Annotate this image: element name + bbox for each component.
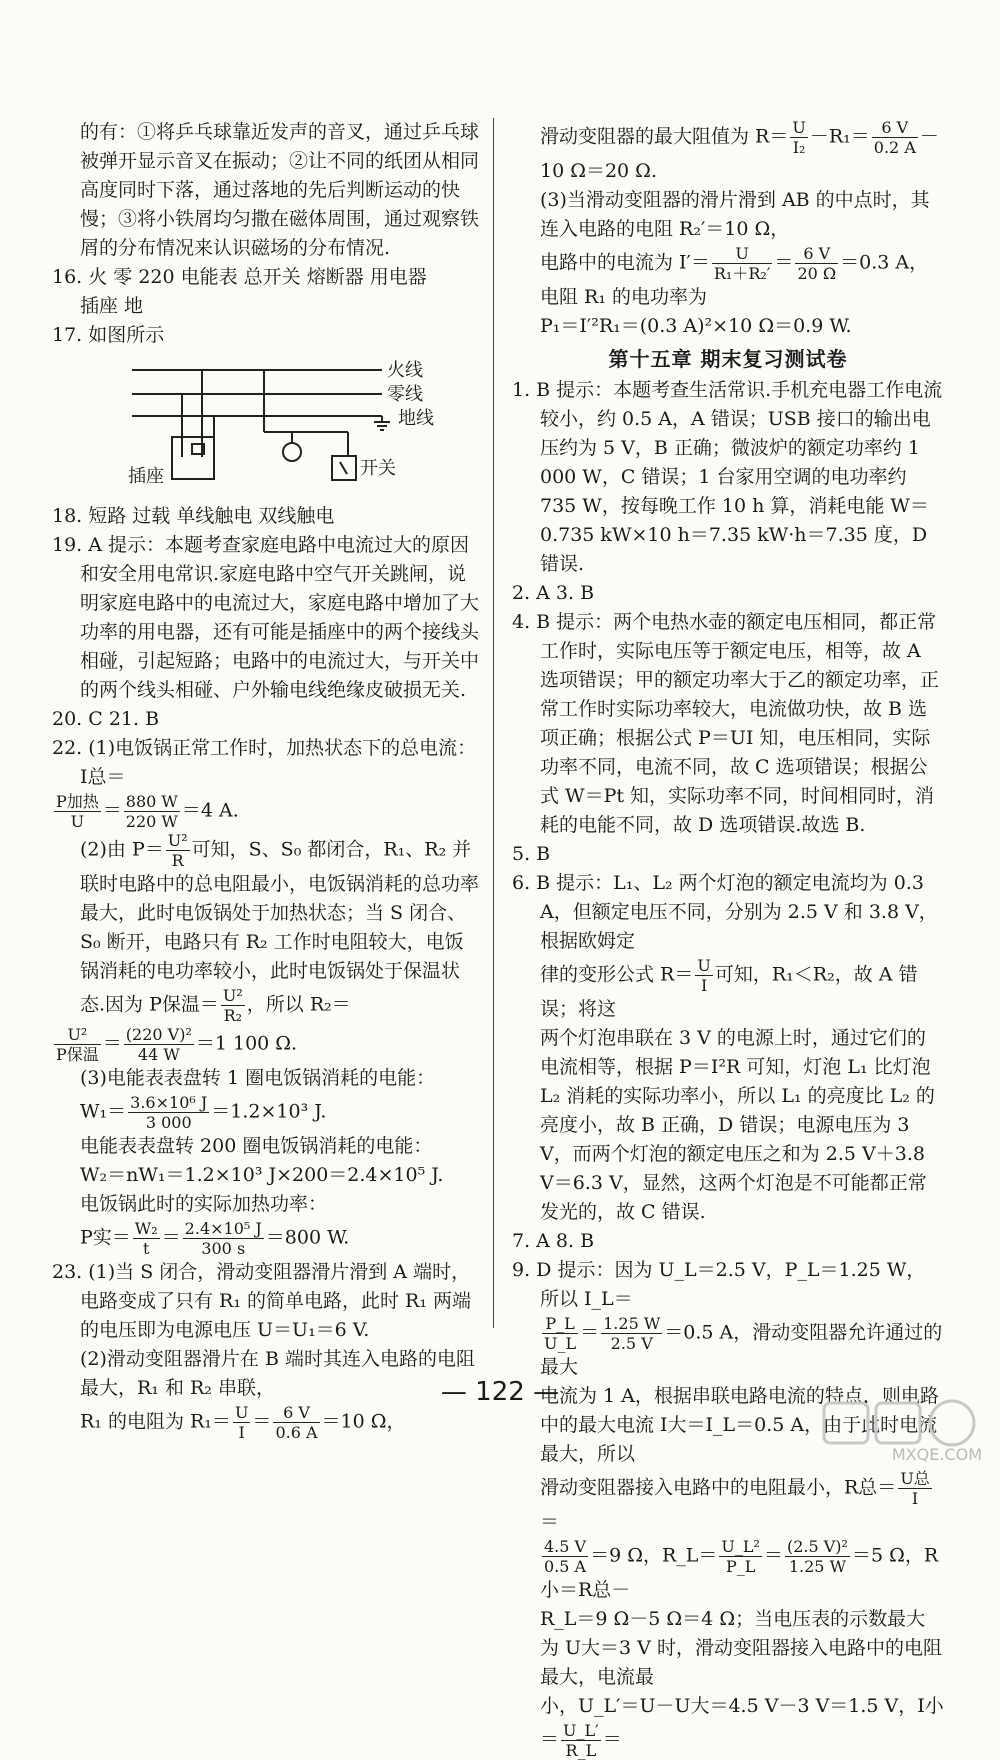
fraction: $\frac{U}{I}$ (697, 956, 711, 995)
watermark-text: MXQE.COM (891, 1445, 982, 1464)
fraction: $\frac{4.5 V}{0.5 A}$ (544, 1537, 587, 1576)
answer-15-continued: 的有：①将乒乓球靠近发声的音叉，通过乒乓球被弹开显示音叉在振动；②让不同的纸团从相同高度同时下落，通过落地的先后判断运动的快慢；③将小铁屑均匀撒在磁体周围，通过观察铁屑的分布情况来认识磁场的分布情况. (80, 121, 480, 259)
fraction: $\frac{U}{I}$ (234, 1403, 249, 1442)
answer-23-current-formula: 电路中的电流为 I′＝ $\frac{U}{\text{R₁＋R₂′}}$ ＝ $\frac{6 V}{20 \Omega}$ ＝0.3 A， (540, 244, 929, 283)
answer-22-r2-formula: $\frac{\text{U²}}{\text{P保温}}$ ＝ $\frac{\text{(220 V)²}}{44 W}$ ＝1 100 Ω. (56, 1025, 298, 1064)
answer-22-current-formula: $\frac{\text{P加热}}{U}$ ＝ $\frac{880 W}{220 W}$ ＝4 A. (56, 792, 239, 831)
socket-label: 插座 (128, 466, 164, 487)
fraction: $\frac{\text{(220 V)²}}{44 W}$ (125, 1025, 192, 1064)
answer-18: 18. 短路 过载 单线触电 双线触电 (52, 505, 335, 527)
answer-23-part3: (3)当滑动变阻器的滑片滑到 AB 的中点时，其连入电路的电阻 R₂′＝10 Ω， (540, 189, 930, 240)
fraction: $\frac{\text{U²}}{\text{P保温}}$ (56, 1025, 99, 1064)
answer-6-cont: 两个灯泡串联在 3 V 的电源上时，通过它们的电流相等，根据 P＝I²R 可知，灯泡 L₁ 比灯泡 L₂ 消耗的实际功率小，所以 L₁ 的亮度比 L₂ 的亮度小，故 B 正确，D 错误；电源电压为 3 V，而两个灯泡的额定电压之和为 2.5 V＋3.8 V＝6.3 V，显然，这两个灯泡是不可能都正常发光的，故 C 错误. (540, 1027, 935, 1223)
answer-22-part2: (2)由 P＝ $\frac{\text{U²}}{R}$ 可知，S、S₀ 都闭合，R₁、R₂ 并联时电路中的总电阻最小，电饭锅消耗的总功率最大，此时电饭锅处于加热状态；当 S 闭合、S₀ 断开，电路只有 R₂ 工作时电阻较大，电饭锅消耗的电功率较小，此时电饭锅处于保温状态.因为 P保温＝ $\frac{\text{U²}}{\text{R₂}}$ ，所以 R₂＝ (80, 831, 480, 1025)
fraction: $\frac{\text{3.6×10⁶ J}}{3 000}$ (130, 1093, 208, 1132)
fraction: $\frac{880 W}{220 W}$ (125, 792, 178, 831)
chapter-heading: 第十五章 期末复习测试卷 (608, 347, 848, 371)
neutral-wire-label: 零线 (387, 384, 423, 405)
fraction: $\frac{U\_L'}{R\_L}$ (563, 1721, 599, 1760)
answer-20-21: 20. C 21. B (52, 708, 160, 730)
ground-wire-label: 地线 (398, 408, 434, 429)
left-column (52, 118, 480, 1442)
answer-23-power-text: 电阻 R₁ 的电功率为 (540, 286, 708, 308)
fraction: $\frac{1.25 W}{2.5 V}$ (603, 1314, 661, 1353)
answer-23-part2: (2)滑动变阻器滑片在 B 端时其连入电路的电阻最大，R₁ 和 R₂ 串联， (80, 1348, 475, 1399)
fraction: $\frac{\text{U²}}{\text{R₂}}$ (222, 986, 243, 1025)
answer-2-3: 2. A 3. B (512, 582, 595, 604)
answer-22-w1-formula: W₁＝ $\frac{\text{3.6×10⁶ J}}{3 000}$ ＝1.2×10³ J. (80, 1093, 327, 1132)
fraction: $\frac{U}{\text{I₂}}$ (792, 118, 806, 157)
fraction: $\frac{\text{2.4×10⁵ J}}{300 s}$ (184, 1219, 262, 1258)
answer-5: 5. B (512, 843, 551, 865)
answer-23-max-resistance: 滑动变阻器的最大阻值为 R＝ $\frac{U}{\text{I₂}}$ －R₁＝ $\frac{6 V}{0.2 A}$ － (540, 118, 939, 157)
answer-23-power-formula: P₁＝I′²R₁＝(0.3 A)²×10 Ω＝0.9 W. (540, 315, 852, 337)
fraction: $\frac{\text{W₂}}{t}$ (134, 1219, 158, 1258)
fraction: $\frac{6 V}{20 \Omega}$ (797, 244, 837, 283)
fraction: $\frac{\text{U\_L²}}{P\_L}$ (721, 1537, 760, 1576)
answer-22-w2-text: 电能表表盘转 200 圈电饭锅消耗的电能： (80, 1135, 433, 1157)
fraction: $\frac{P\_L}{U\_L}$ (544, 1314, 577, 1353)
answer-9-resistances: $\frac{4.5 V}{0.5 A}$ ＝9 Ω，R_L＝ $\frac{\text{U\_L²}}{P\_L}$ ＝ $\frac{\text{(2.5 V)²}}{1.25 W}$ ＝5 Ω，R小＝R总－ (540, 1537, 939, 1601)
answer-22-part1: 22. (1)电饭锅正常工作时，加热状态下的总电流：I总＝ (52, 737, 477, 788)
answer-9-r-total: 滑动变阻器接入电路中的电阻最小，R总＝ $\frac{\text{U总}}{I}$ ＝ (540, 1469, 930, 1533)
fraction: $\frac{\text{U²}}{R}$ (167, 831, 188, 870)
answer-4: 4. B 提示：两个电热水壶的额定电压相同，都正常工作时，实际电压等于额定电压，相等，故 A 选项错误；甲的额定功率大于乙的额定功率，正常工作时实际功率较大，电流做功快，故 B 选项正确；根据公式 P＝UI 知，电压相同，实际功率不同，电流不同，故 C 选项错误；根据公式 W＝Pt 知，实际功率不同，时间相同时，消耗的电能不同，故 D 选项错误.故选 B. (512, 611, 940, 836)
answer-23-part1: 23. (1)当 S 闭合，滑动变阻器滑片滑到 A 端时，电路变成了只有 R₁ 的简单电路，此时 R₁ 两端的电压即为电源电压 U＝U₁＝6 V. (52, 1261, 472, 1341)
answer-22-w2-formula: W₂＝nW₁＝1.2×10³ J×200＝2.4×10⁵ J. (80, 1164, 444, 1186)
answer-9-cont2: R_L＝9 Ω－5 Ω＝4 Ω；当电压表的示数最大为 U大＝3 V 时，滑动变阻器接入电路中的电阻最大，电流最 (540, 1608, 942, 1688)
fraction: $\frac{U}{\text{R₁＋R₂′}}$ (713, 244, 771, 283)
answer-17: 17. 如图所示 (52, 324, 165, 346)
answer-23-r1-formula: R₁ 的电阻为 R₁＝ $\frac{U}{I}$ ＝ $\frac{6 V}{0.6 A}$ ＝10 Ω， (80, 1403, 406, 1442)
circuit-diagram (52, 352, 482, 502)
answer-22-part3: (3)电能表表盘转 1 圈电饭锅消耗的电能： (80, 1067, 436, 1089)
answer-16-b: 插座 地 (80, 295, 144, 317)
answer-9-min-current: 小，U_L′＝U－U大＝4.5 V－3 V＝1.5 V，I小＝ $\frac{U\_L'}{R\_L}$ ＝ (540, 1695, 944, 1760)
live-wire-label: 火线 (387, 360, 423, 381)
answer-7-8: 7. A 8. B (512, 1230, 595, 1252)
answer-22-power-text: 电饭锅此时的实际加热功率： (80, 1193, 328, 1215)
answer-9: 9. D 提示：因为 U_L＝2.5 V，P_L＝1.25 W，所以 I_L＝ (512, 1259, 926, 1310)
answer-19: 19. A 提示：本题考查家庭电路中电流过大的原因和安全用电常识.家庭电路中空气开关跳闸，说明家庭电路中的电流过大，家庭电路中增加了大功率的用电器，还有可能是插座中的两个接线头相碰，引起短路；电路中的电流过大，与开关中的两个线头相碰、户外输电线绝缘皮破损无关. (52, 534, 480, 701)
fraction: $\frac{\text{(2.5 V)²}}{1.25 W}$ (786, 1537, 848, 1576)
answer-6-formula: 律的变形公式 R＝ $\frac{U}{I}$ 可知，R₁＜R₂，故 A 错误；将这 (540, 956, 918, 1020)
answer-6: 6. B 提示：L₁、L₂ 两个灯泡的额定电流均为 0.3 A，但额定电压不同，分别为 2.5 V 和 3.8 V，根据欧姆定 (512, 872, 938, 952)
switch-label: 开关 (360, 458, 396, 479)
page-number: — 122 — (440, 1377, 560, 1407)
answer-16: 16. 火 零 220 电能表 总开关 熔断器 用电器 (52, 266, 427, 288)
answer-22-power-formula: P实＝ $\frac{\text{W₂}}{t}$ ＝ $\frac{\text{2.4×10⁵ J}}{300 s}$ ＝800 W. (80, 1219, 350, 1258)
fraction: $\frac{6 V}{0.2 A}$ (873, 118, 916, 157)
fraction: $\frac{6 V}{0.6 A}$ (275, 1403, 318, 1442)
fraction: $\frac{\text{U总}}{I}$ (900, 1469, 930, 1508)
fraction: $\frac{\text{P加热}}{U}$ (56, 792, 99, 831)
answer-23-result: 10 Ω＝20 Ω. (540, 160, 657, 182)
answer-9-cont: 电流为 1 A，根据串联电路电流的特点，则电路中的最大电流 I大＝I_L＝0.5 A，由于此时电流最大，所以 (540, 1385, 939, 1465)
answer-1: 1. B 提示：本题考查生活常识.手机充电器工作电流较小，约 0.5 A，A 错误；USB 接口的输出电压约为 5 V，B 正确；微波炉的额定功率约 1 000 W，C 错误；1 台家用空调的电功率约 735 W，按每晚工作 10 h 算，消耗电能 W＝0.735 kW×10 h＝7.35 kW·h＝7.35 度，D 错误. (512, 379, 943, 575)
column-divider (493, 118, 494, 1328)
right-column (512, 118, 944, 1760)
answer-9-current: $\frac{P\_L}{U\_L}$ ＝ $\frac{1.25 W}{2.5 V}$ ＝0.5 A，滑动变阻器允许通过的最大 (540, 1314, 943, 1378)
